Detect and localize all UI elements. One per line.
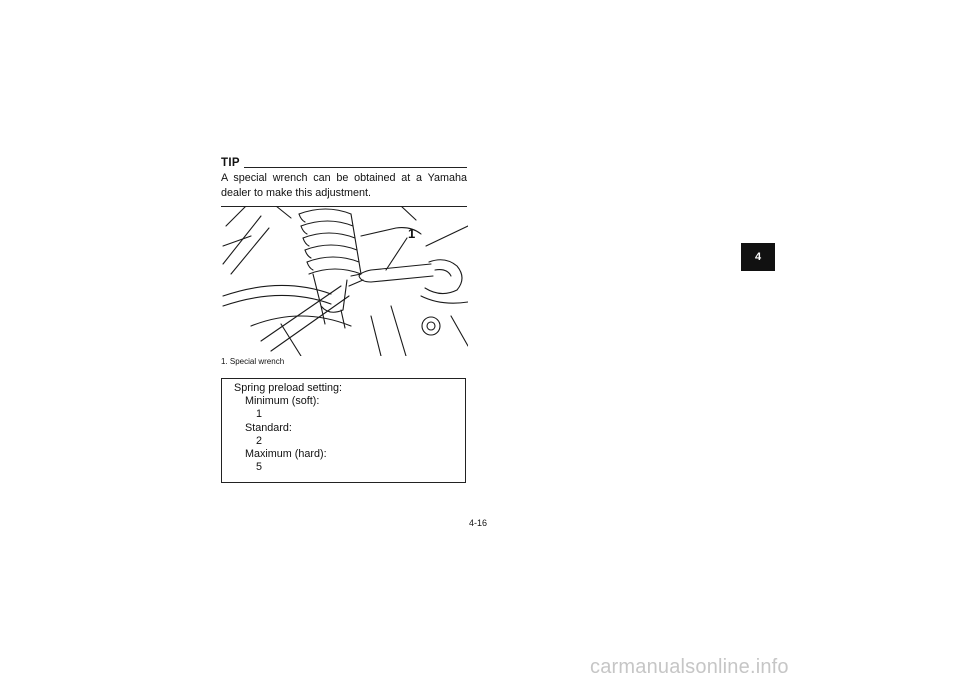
tip-label: TIP: [221, 157, 240, 169]
spec-std-value: 2: [256, 434, 263, 447]
shock-absorber-drawing: [221, 206, 468, 356]
tip-rule: [244, 167, 467, 168]
page-number: 4-16: [469, 518, 488, 528]
tip-section: [221, 155, 467, 207]
spec-min-value: 1: [256, 408, 263, 421]
spring-preload-spec-box: [221, 378, 466, 483]
figure-caption: 1. Special wrench: [221, 357, 285, 366]
spec-title: Spring preload setting:: [234, 382, 343, 394]
spec-min-label: Minimum (soft):: [245, 395, 320, 408]
spec-std-label: Standard:: [245, 421, 292, 434]
callout-number: 1: [408, 226, 416, 241]
tip-header: [221, 155, 467, 169]
special-wrench-illustration: [221, 206, 468, 356]
spec-max-label: Maximum (hard):: [245, 448, 327, 461]
watermark: carmanualsonline.info: [590, 656, 789, 678]
chapter-tab: 4: [741, 243, 775, 271]
tip-text: A special wrench can be obtained at a Yamaha dealer to make this adjustment.: [221, 171, 467, 207]
spec-max-value: 5: [256, 461, 263, 474]
